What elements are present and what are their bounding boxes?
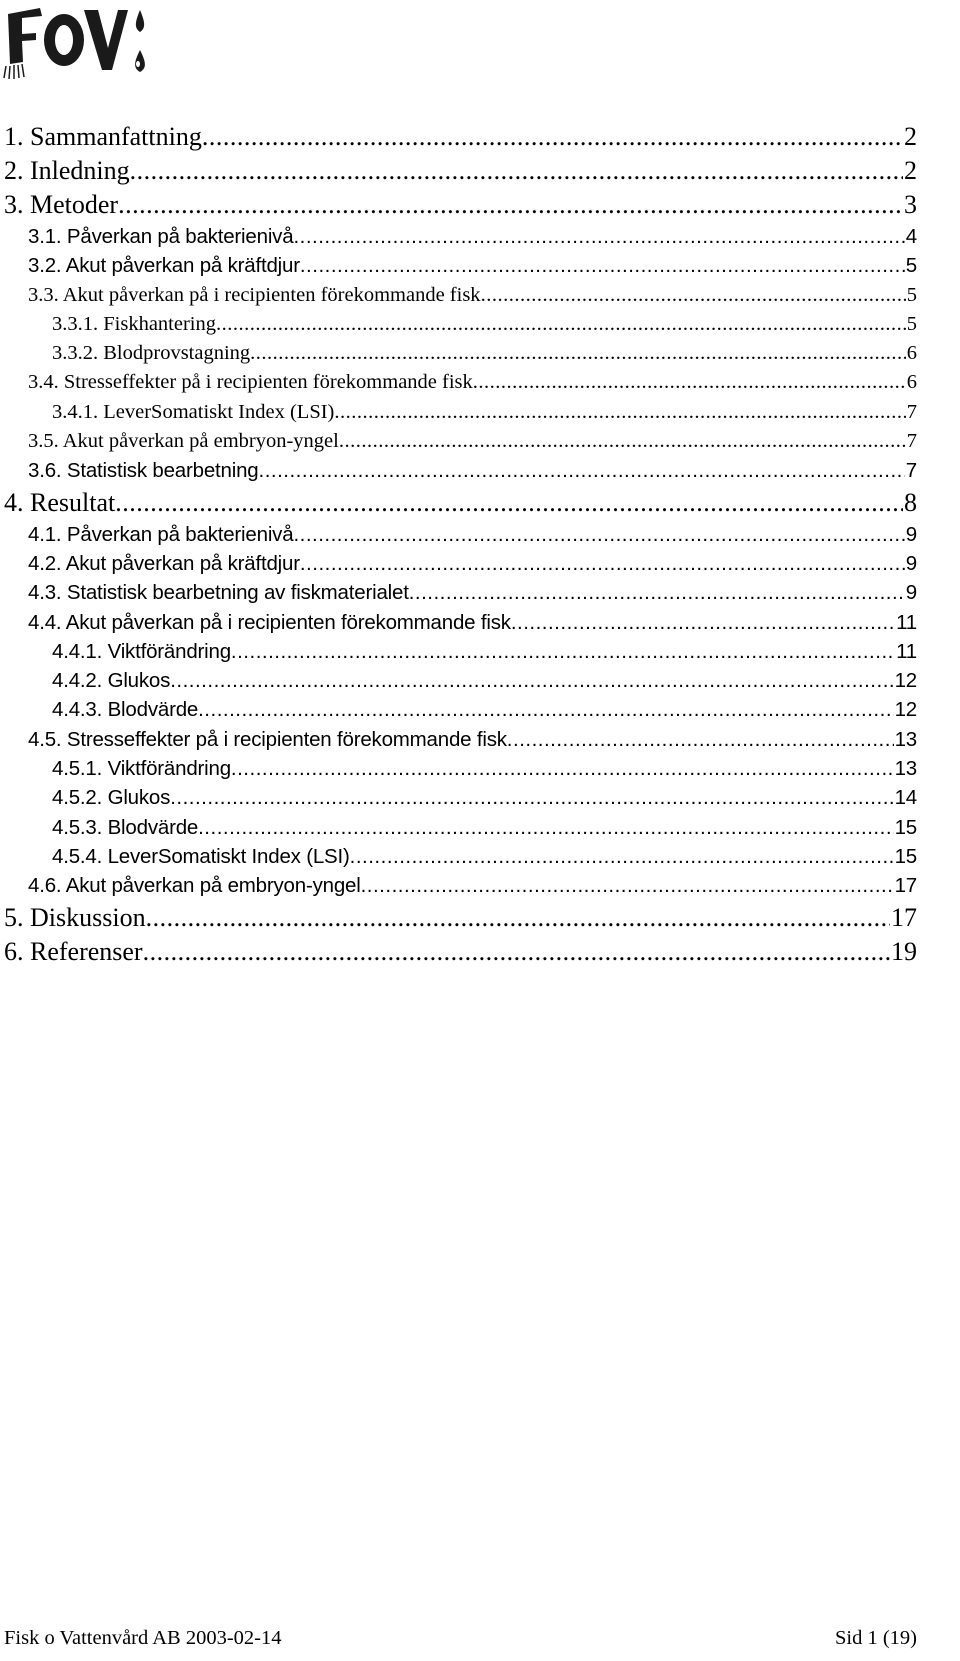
toc-entry[interactable] xyxy=(0,310,917,339)
toc-entry-page-number: 2 xyxy=(904,122,917,151)
toc-dot-leader xyxy=(146,901,890,935)
fov-logo xyxy=(0,0,155,84)
toc-dot-leader xyxy=(293,222,904,251)
toc-entry-title: 3.4.1. LeverSomatiskt Index (LSI) xyxy=(52,400,335,423)
toc-entry-page-number: 13 xyxy=(894,757,917,781)
toc-entry-title: 3.3.2. Blodprovstagning xyxy=(52,342,251,365)
toc-dot-leader xyxy=(511,608,895,637)
toc-entry-page-number: 7 xyxy=(906,400,917,423)
toc-entry-page-number: 4 xyxy=(905,225,917,248)
toc-entry-page-number: 5 xyxy=(906,283,917,306)
toc-entry-title: 4.5.4. LeverSomatiskt Index (LSI) xyxy=(52,844,350,868)
toc-entry-page-number: 17 xyxy=(891,902,917,932)
toc-dot-leader xyxy=(481,281,906,310)
toc-dot-leader xyxy=(339,427,906,456)
toc-dot-leader xyxy=(170,666,893,695)
toc-entry[interactable] xyxy=(0,637,917,666)
toc-dot-leader xyxy=(231,754,894,783)
toc-entry-title: 4.4.1. Viktförändring xyxy=(52,639,231,663)
toc-entry[interactable] xyxy=(0,549,917,578)
toc-entry-page-number: 19 xyxy=(891,936,917,966)
toc-entry-page-number: 15 xyxy=(894,815,917,839)
toc-entry-title: 1. Sammanfattning xyxy=(4,122,202,151)
toc-entry[interactable] xyxy=(0,520,917,549)
footer-page-number: Sid 1 (19) xyxy=(835,1627,917,1649)
toc-entry-title: 4.5.1. Viktförändring xyxy=(52,757,231,781)
toc-entry-title: 4.3. Statistisk bearbetning av fiskmaterialet xyxy=(28,581,409,605)
toc-entry-page-number: 5 xyxy=(906,312,917,335)
toc-entry-page-number: 9 xyxy=(905,522,917,546)
toc-entry-page-number: 12 xyxy=(894,669,917,693)
toc-entry-title: 3.4. Stresseffekter på i recipienten förekommande fisk xyxy=(28,371,473,394)
toc-entry[interactable] xyxy=(0,901,917,935)
toc-entry-title: 4.1. Påverkan på bakterienivå xyxy=(28,522,294,546)
toc-entry-page-number: 9 xyxy=(905,551,917,575)
toc-entry-page-number: 11 xyxy=(896,610,917,634)
toc-entry[interactable] xyxy=(0,222,917,251)
toc-entry-title: 5. Diskussion xyxy=(4,902,146,932)
toc-dot-leader xyxy=(250,339,906,368)
page-footer xyxy=(4,1625,917,1651)
toc-entry[interactable] xyxy=(0,935,917,969)
toc-dot-leader xyxy=(198,813,893,842)
toc-entry-title: 4.4.2. Glukos xyxy=(52,669,171,693)
toc-entry[interactable] xyxy=(0,608,917,637)
toc-entry[interactable] xyxy=(0,486,917,520)
toc-entry-page-number: 7 xyxy=(905,459,917,483)
toc-entry-page-number: 15 xyxy=(894,844,917,868)
toc-entry-page-number: 6 xyxy=(906,342,917,365)
toc-entry-title: 3.1. Påverkan på bakterienivå xyxy=(28,225,294,248)
toc-dot-leader xyxy=(361,871,894,900)
toc-dot-leader xyxy=(259,456,905,485)
toc-entry-title: 4.4. Akut påverkan på i recipienten förekommande fisk xyxy=(28,610,511,634)
toc-entry-page-number: 17 xyxy=(894,874,917,898)
toc-entry-title: 3.2. Akut påverkan på kräftdjur xyxy=(28,254,300,278)
toc-entry[interactable] xyxy=(0,339,917,368)
toc-entry-page-number: 7 xyxy=(906,430,917,453)
toc-dot-leader xyxy=(216,310,906,339)
toc-entry[interactable] xyxy=(0,871,917,900)
toc-entry-title: 3.3.1. Fiskhantering xyxy=(52,312,216,335)
toc-dot-leader xyxy=(130,154,903,188)
toc-entry-title: 4.2. Akut påverkan på kräftdjur xyxy=(28,551,300,575)
toc-dot-leader xyxy=(115,486,903,520)
toc-dot-leader xyxy=(143,935,890,969)
toc-dot-leader xyxy=(202,120,903,154)
toc-entry-title: 3.6. Statistisk bearbetning xyxy=(28,459,259,483)
toc-entry-title: 4.5. Stresseffekter på i recipienten förekommande fisk xyxy=(28,727,507,751)
toc-entry[interactable] xyxy=(0,754,917,783)
toc-entry[interactable] xyxy=(0,695,917,724)
fov-logo-graphic xyxy=(0,0,155,84)
toc-entry[interactable] xyxy=(0,456,917,485)
toc-entry-page-number: 13 xyxy=(894,727,917,751)
toc-entry[interactable] xyxy=(0,725,917,754)
toc-entry-title: 3. Metoder xyxy=(4,190,119,219)
toc-entry-title: 6. Referenser xyxy=(4,936,143,966)
toc-entry-title: 4.4.3. Blodvärde xyxy=(52,698,199,722)
toc-dot-leader xyxy=(409,578,905,607)
toc-entry-page-number: 8 xyxy=(904,487,917,517)
footer-company-date: Fisk o Vattenvård AB 2003-02-14 xyxy=(4,1627,282,1649)
toc-entry-page-number: 9 xyxy=(905,581,917,605)
table-of-contents xyxy=(0,120,917,969)
toc-entry[interactable] xyxy=(0,842,917,871)
toc-entry-title: 3.3. Akut påverkan på i recipienten förekommande fisk xyxy=(28,283,481,306)
toc-entry-page-number: 14 xyxy=(894,786,917,810)
toc-entry-page-number: 6 xyxy=(906,371,917,394)
toc-entry[interactable] xyxy=(0,427,917,456)
toc-dot-leader xyxy=(350,842,894,871)
toc-entry[interactable] xyxy=(0,188,917,222)
toc-dot-leader xyxy=(507,725,894,754)
toc-entry-page-number: 11 xyxy=(896,639,917,663)
toc-entry-page-number: 2 xyxy=(904,156,917,185)
toc-entry[interactable] xyxy=(0,154,917,188)
toc-dot-leader xyxy=(293,520,904,549)
toc-entry-title: 4. Resultat xyxy=(4,487,116,517)
toc-entry[interactable] xyxy=(0,398,917,427)
toc-dot-leader xyxy=(118,188,903,222)
toc-entry-title: 4.5.3. Blodvärde xyxy=(52,815,199,839)
toc-entry[interactable] xyxy=(0,578,917,607)
toc-dot-leader xyxy=(170,783,893,812)
toc-entry[interactable] xyxy=(0,120,917,154)
toc-dot-leader xyxy=(198,695,893,724)
toc-dot-leader xyxy=(231,637,895,666)
toc-entry-page-number: 5 xyxy=(905,254,917,278)
toc-entry-title: 2. Inledning xyxy=(4,156,130,185)
toc-entry[interactable] xyxy=(0,251,917,280)
toc-entry[interactable] xyxy=(0,666,917,695)
toc-entry-page-number: 3 xyxy=(904,190,917,219)
toc-entry[interactable] xyxy=(0,813,917,842)
toc-dot-leader xyxy=(334,398,905,427)
toc-dot-leader xyxy=(300,251,905,280)
toc-entry[interactable] xyxy=(0,281,917,310)
toc-dot-leader xyxy=(473,368,906,397)
toc-entry-title: 4.5.2. Glukos xyxy=(52,786,171,810)
toc-dot-leader xyxy=(300,549,905,578)
toc-entry-title: 3.5. Akut påverkan på embryon-yngel xyxy=(28,430,339,453)
toc-entry-title: 4.6. Akut påverkan på embryon-yngel xyxy=(28,874,361,898)
toc-entry-page-number: 12 xyxy=(894,698,917,722)
toc-entry[interactable] xyxy=(0,783,917,812)
toc-entry[interactable] xyxy=(0,368,917,397)
